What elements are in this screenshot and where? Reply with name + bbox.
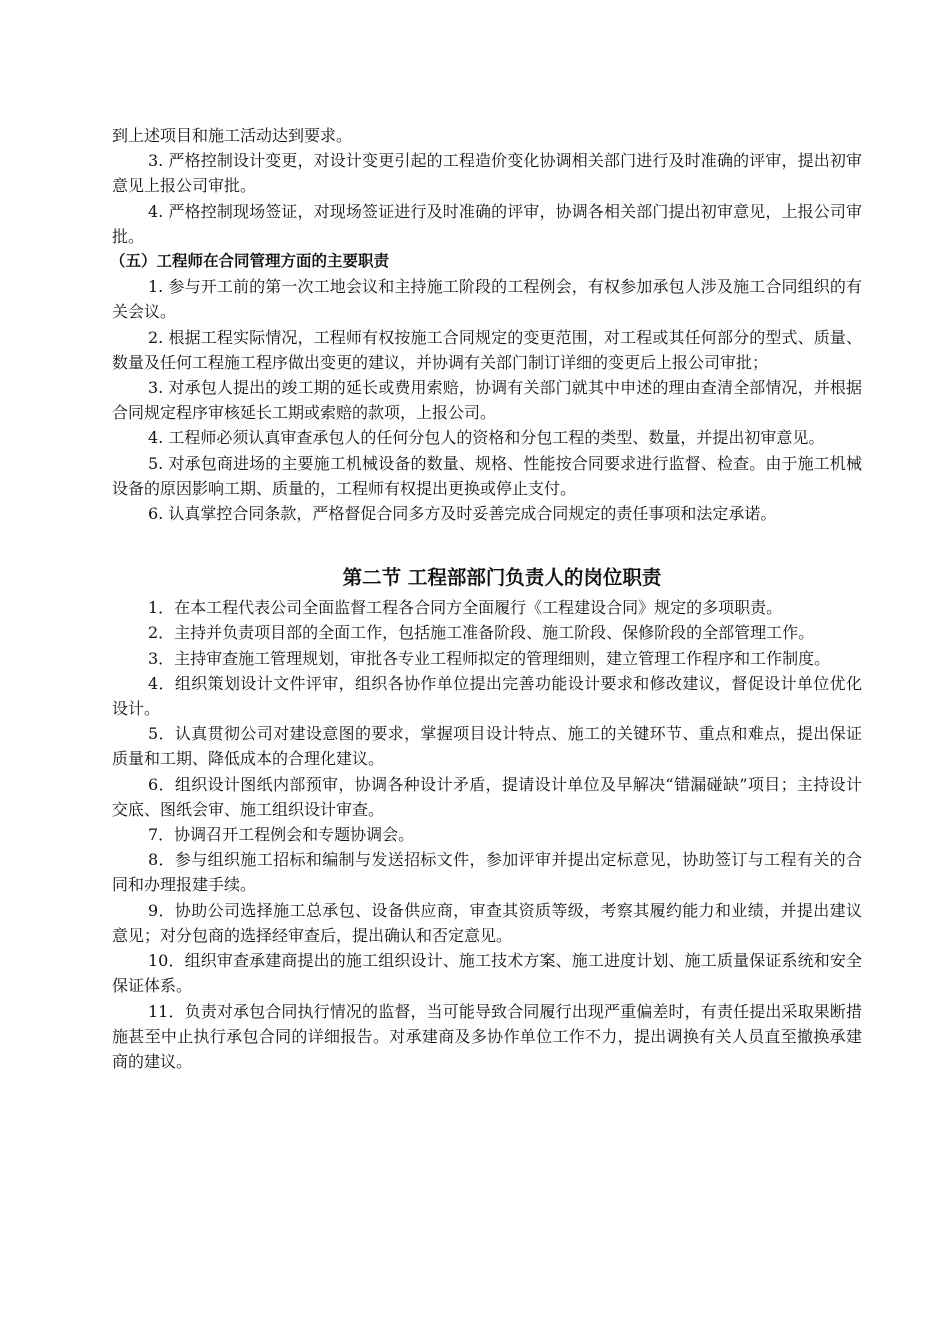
paragraph-item-s10: 10．组织审查承建商提出的施工组织设计、施工技术方案、施工进度计划、施工质量保证系统和安全保证体系。 [112, 951, 862, 996]
paragraph-item-s9: 9．协助公司选择施工总承包、设备供应商，审查其资质等级，考察其履约能力和业绩，并提出建议意见；对分包商的选择经审查后，提出确认和否定意见。 [112, 900, 862, 945]
paragraph-item-s6: 6．组织设计图纸内部预审，协调各种设计矛盾，提请设计单位及早解决“错漏碰缺”项目；主持设计交底、图纸会审、施工组织设计审查。 [112, 774, 862, 819]
paragraph-item-b1: 1. 参与开工前的第一次工地会议和主持施工阶段的工程例会，有权参加承包人涉及施工合同组织的有关会议。 [112, 277, 862, 322]
paragraph-item-s8: 8．参与组织施工招标和编制与发送招标文件，参加评审并提出定标意见，协助签订与工程有关的合同和办理报建手续。 [112, 850, 862, 895]
paragraph-item-b3: 3. 对承包人提出的竣工期的延长或费用索赔，协调有关部门就其中申述的理由查清全部情况，并根据合同规定程序审核延长工期或索赔的款项，上报公司。 [112, 378, 862, 423]
paragraph-item-a3: 3. 严格控制设计变更，对设计变更引起的工程造价变化协调相关部门进行及时准确的评审，提出初审意见上报公司审批。 [112, 151, 862, 196]
section-title: 第二节 工程部部门负责人的岗位职责 [342, 566, 662, 590]
paragraph-item-b4: 4. 工程师必须认真审查承包人的任何分包人的资格和分包工程的类型、数量，并提出初审意见。 [148, 428, 825, 448]
continuation-paragraph: 到上述项目和施工活动达到要求。 [112, 126, 353, 145]
paragraph-item-s11: 11．负责对承包合同执行情况的监督，当可能导致合同履行出现严重偏差时，有责任提出采取果断措施甚至中止执行承包合同的详细报告。对承建商及多协作单位工作不力，提出调换有关人员直至撤换承建商的建议。 [112, 1001, 862, 1071]
paragraph-item-s7: 7．协调召开工程例会和专题协调会。 [148, 825, 415, 845]
paragraph-item-a4: 4. 严格控制现场签证，对现场签证进行及时准确的评审，协调各相关部门提出初审意见，上报公司审批。 [112, 201, 862, 246]
paragraph-item-s2: 2．主持并负责项目部的全面工作，包括施工准备阶段、施工阶段、保修阶段的全部管理工作。 [148, 623, 815, 643]
paragraph-item-s5: 5．认真贯彻公司对建设意图的要求，掌握项目设计特点、施工的关键环节、重点和难点，提出保证质量和工期、降低成本的合理化建议。 [112, 724, 862, 769]
paragraph-item-s1: 1．在本工程代表公司全面监督工程各合同方全面履行《工程建设合同》规定的多项职责。 [148, 598, 783, 618]
paragraph-item-s3: 3．主持审查施工管理规划，审批各专业工程师拟定的管理细则，建立管理工作程序和工作制度。 [148, 648, 831, 668]
paragraph-item-b2: 2. 根据工程实际情况，工程师有权按施工合同规定的变更范围，对工程或其任何部分的型式、质量、数量及任何工程施工程序做出变更的建议，并协调有关部门制订详细的变更后上报公司审批； [112, 327, 862, 372]
document-page [112, 123, 862, 1074]
paragraph-item-b5: 5. 对承包商进场的主要施工机械设备的数量、规格、性能按合同要求进行监督、检查。由于施工机械设备的原因影响工期、质量的，工程师有权提出更换或停止支付。 [112, 453, 862, 498]
paragraph-item-s4: 4．组织策划设计文件评审，组织各协作单位提出完善功能设计要求和修改建议，督促设计单位优化设计。 [112, 673, 862, 719]
section-spacer [112, 526, 862, 564]
paragraph-item-b6: 6. 认真掌控合同条款，严格督促合同多方及时妥善完成合同规定的责任事项和法定承诺。 [148, 504, 777, 524]
subheading-contract-duties: （五）工程师在合同管理方面的主要职责 [110, 252, 390, 271]
